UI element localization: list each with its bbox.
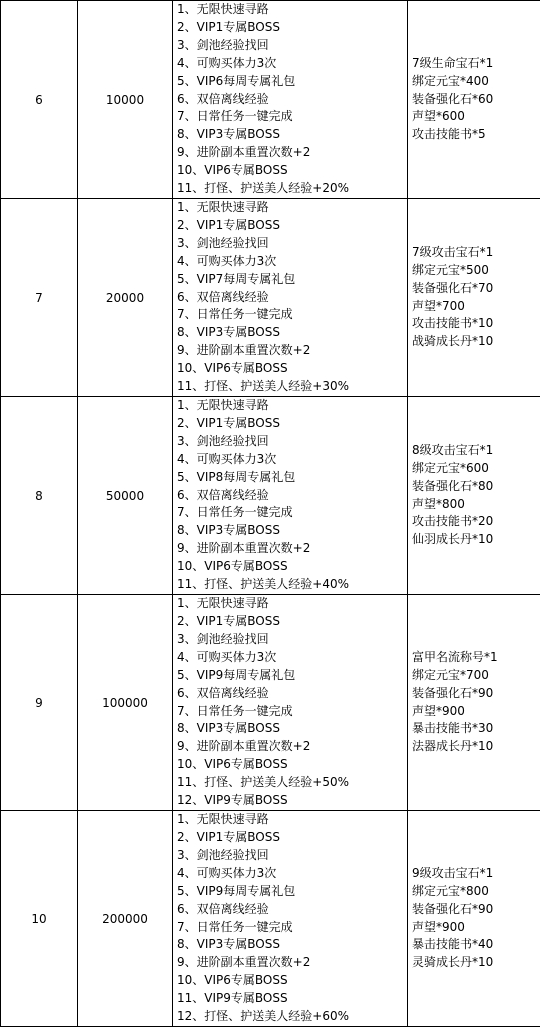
reward-item: 绑定元宝*500: [412, 262, 489, 277]
privilege-item: 11、打怪、护送美人经验+30%: [177, 379, 349, 394]
vip-level-cell: 10: [1, 811, 78, 1027]
privilege-item: 5、VIP6每周专属礼包: [177, 73, 296, 88]
privilege-item: 4、可购买体力3次: [177, 451, 277, 466]
privilege-item: 6、双倍离线经验: [177, 91, 269, 106]
privilege-item: 3、剑池经验找回: [177, 235, 269, 250]
privilege-item: 1、无限快速寻路: [177, 200, 269, 215]
privilege-item: 10、VIP6专属BOSS: [177, 163, 288, 178]
reward-item: 攻击技能书*5: [412, 127, 486, 142]
vip-level-cell: 6: [1, 1, 78, 199]
privilege-item: 5、VIP7每周专属礼包: [177, 271, 296, 286]
privilege-item: 11、打怪、护送美人经验+20%: [177, 181, 349, 196]
privilege-item: 6、双倍离线经验: [177, 685, 269, 700]
recharge-amount-cell: 20000: [78, 199, 173, 397]
privilege-item: 12、VIP9专属BOSS: [177, 793, 288, 808]
reward-item: 攻击技能书*20: [412, 514, 494, 529]
recharge-amount-cell: 200000: [78, 811, 173, 1027]
privilege-item: 5、VIP9每周专属礼包: [177, 883, 296, 898]
privilege-item: 5、VIP9每周专属礼包: [177, 667, 296, 682]
privilege-item: 8、VIP3专属BOSS: [177, 325, 280, 340]
privilege-item: 7、日常任务一键完成: [177, 505, 293, 520]
privilege-item: 7、日常任务一键完成: [177, 919, 293, 934]
privilege-item: 6、双倍离线经验: [177, 901, 269, 916]
rewards-cell: [408, 595, 540, 811]
privilege-item: 3、剑池经验找回: [177, 37, 269, 52]
privilege-item: 1、无限快速寻路: [177, 2, 269, 17]
privilege-item: 1、无限快速寻路: [177, 398, 269, 413]
privilege-item: 9、进阶副本重置次数+2: [177, 955, 311, 970]
privilege-item: 2、VIP1专属BOSS: [177, 415, 280, 430]
privilege-item: 7、日常任务一键完成: [177, 703, 293, 718]
reward-item: 装备强化石*70: [412, 280, 494, 295]
privileges-cell: [173, 595, 408, 811]
privilege-item: 10、VIP6专属BOSS: [177, 973, 288, 988]
reward-item: 绑定元宝*600: [412, 460, 489, 475]
reward-item: 暴击技能书*40: [412, 937, 494, 952]
reward-item: 仙羽成长丹*10: [412, 532, 494, 547]
privilege-item: 8、VIP3专属BOSS: [177, 721, 280, 736]
privilege-item: 4、可购买体力3次: [177, 865, 277, 880]
reward-item: 9级攻击宝石*1: [412, 865, 494, 880]
reward-item: 声望*900: [412, 703, 465, 718]
privilege-item: 8、VIP3专属BOSS: [177, 937, 280, 952]
reward-item: 声望*700: [412, 298, 465, 313]
recharge-amount-cell: 50000: [78, 397, 173, 595]
privilege-item: 8、VIP3专属BOSS: [177, 127, 280, 142]
privilege-item: 3、剑池经验找回: [177, 631, 269, 646]
reward-item: 装备强化石*60: [412, 91, 494, 106]
privilege-item: 11、VIP9专属BOSS: [177, 991, 288, 1006]
recharge-amount-cell: 10000: [78, 1, 173, 199]
privilege-item: 4、可购买体力3次: [177, 55, 277, 70]
table-body: [1, 1, 540, 1027]
reward-item: 装备强化石*90: [412, 685, 494, 700]
privilege-item: 11、打怪、护送美人经验+50%: [177, 775, 349, 790]
rewards-cell: [408, 1, 540, 199]
privileges-cell: [173, 199, 408, 397]
reward-item: 暴击技能书*30: [412, 721, 494, 736]
privilege-item: 9、进阶副本重置次数+2: [177, 343, 311, 358]
privilege-item: 9、进阶副本重置次数+2: [177, 739, 311, 754]
table-row: [1, 199, 540, 397]
reward-item: 装备强化石*90: [412, 901, 494, 916]
privilege-item: 3、剑池经验找回: [177, 847, 269, 862]
reward-item: 战骑成长丹*10: [412, 334, 494, 349]
reward-item: 富甲名流称号*1: [412, 649, 498, 664]
rewards-cell: [408, 397, 540, 595]
privilege-item: 4、可购买体力3次: [177, 649, 277, 664]
table-row: [1, 811, 540, 1027]
privileges-cell: [173, 397, 408, 595]
rewards-cell: [408, 811, 540, 1027]
table-row: [1, 595, 540, 811]
reward-item: 声望*900: [412, 919, 465, 934]
reward-item: 7级攻击宝石*1: [412, 244, 494, 259]
privilege-item: 1、无限快速寻路: [177, 596, 269, 611]
reward-item: 7级生命宝石*1: [412, 55, 494, 70]
reward-item: 声望*800: [412, 496, 465, 511]
privilege-item: 1、无限快速寻路: [177, 812, 269, 827]
privilege-item: 9、进阶副本重置次数+2: [177, 541, 311, 556]
privileges-cell: [173, 811, 408, 1027]
privilege-item: 7、日常任务一键完成: [177, 109, 293, 124]
privilege-item: 6、双倍离线经验: [177, 289, 269, 304]
vip-level-cell: 8: [1, 397, 78, 595]
privilege-item: 3、剑池经验找回: [177, 433, 269, 448]
privilege-item: 11、打怪、护送美人经验+40%: [177, 577, 349, 592]
vip-level-cell: 7: [1, 199, 78, 397]
recharge-amount-cell: 100000: [78, 595, 173, 811]
reward-item: 装备强化石*80: [412, 478, 494, 493]
privilege-item: 2、VIP1专属BOSS: [177, 217, 280, 232]
table-row: [1, 1, 540, 199]
privilege-item: 10、VIP6专属BOSS: [177, 559, 288, 574]
rewards-cell: [408, 199, 540, 397]
reward-item: 绑定元宝*400: [412, 73, 489, 88]
vip-level-cell: 9: [1, 595, 78, 811]
privilege-item: 7、日常任务一键完成: [177, 307, 293, 322]
privilege-item: 5、VIP8每周专属礼包: [177, 469, 296, 484]
privilege-item: 2、VIP1专属BOSS: [177, 830, 280, 844]
privilege-item: 8、VIP3专属BOSS: [177, 523, 280, 538]
privilege-item: 6、双倍离线经验: [177, 487, 269, 502]
privilege-item: 10、VIP6专属BOSS: [177, 361, 288, 376]
privilege-item: 9、进阶副本重置次数+2: [177, 145, 311, 160]
table-row: [1, 397, 540, 595]
reward-item: 绑定元宝*800: [412, 883, 489, 898]
privileges-cell: [173, 1, 408, 199]
reward-item: 灵骑成长丹*10: [412, 955, 494, 970]
privilege-item: 12、打怪、护送美人经验+60%: [177, 1009, 349, 1024]
privilege-item: 10、VIP6专属BOSS: [177, 757, 288, 772]
reward-item: 8级攻击宝石*1: [412, 442, 494, 457]
privilege-item: 4、可购买体力3次: [177, 253, 277, 268]
reward-item: 法器成长丹*10: [412, 739, 494, 754]
privilege-item: 2、VIP1专属BOSS: [177, 614, 280, 629]
reward-item: 声望*600: [412, 109, 465, 124]
reward-item: 攻击技能书*10: [412, 316, 494, 331]
privilege-item: 2、VIP1专属BOSS: [177, 19, 280, 34]
reward-item: 绑定元宝*700: [412, 667, 489, 682]
